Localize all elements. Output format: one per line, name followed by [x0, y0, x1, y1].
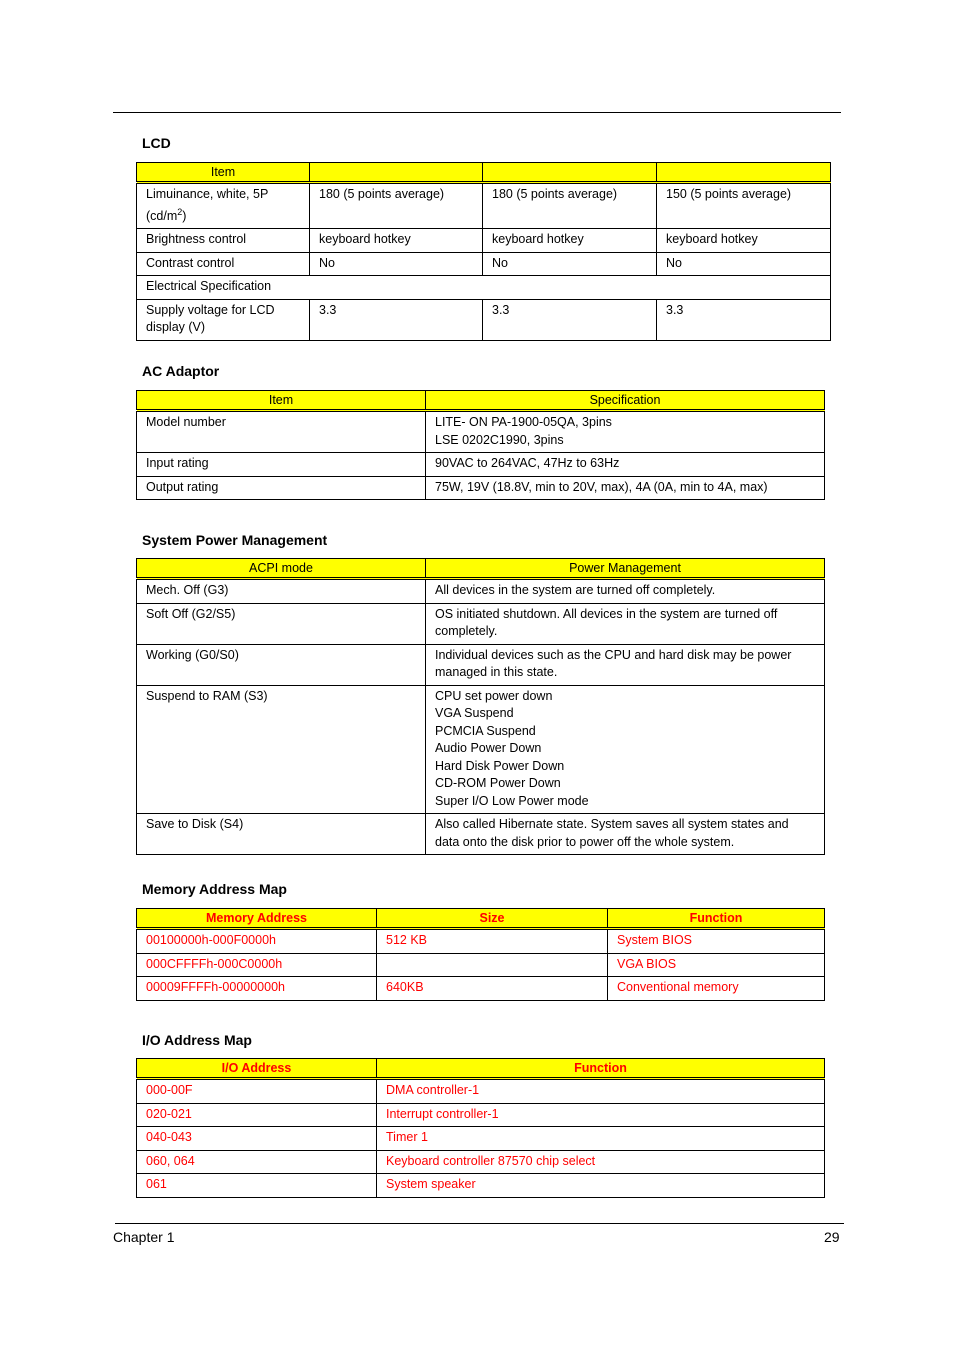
column-header: Memory Address: [137, 909, 377, 929]
table-cell: Supply voltage for LCD display (V): [137, 299, 310, 340]
table-row: [137, 453, 825, 477]
table-cell: System speaker: [377, 1174, 825, 1198]
cell-text: Limuinance, white, 5P: [146, 187, 269, 201]
io-map-table: [136, 1058, 825, 1198]
table-cell: Working (G0/S0): [137, 644, 426, 685]
table-cell: 75W, 19V (18.8V, min to 20V, max), 4A (0A, min to 4A, max): [426, 476, 825, 500]
footer-rule: [115, 1223, 844, 1224]
column-header: Size: [377, 909, 608, 929]
column-header: Function: [377, 1059, 825, 1079]
column-header: Function: [608, 909, 825, 929]
power-management-table: [136, 558, 825, 855]
unit-text: (cd/m: [146, 208, 178, 223]
lcd-title: LCD: [142, 135, 171, 151]
table-cell: 3.3: [657, 299, 831, 340]
cell-line: LITE- ON PA-1900-05QA, 3pins: [435, 415, 612, 429]
table-cell: 000CFFFFh-000C0000h: [137, 953, 377, 977]
ac-adaptor-table: [136, 390, 825, 500]
table-cell: Conventional memory: [608, 977, 825, 1001]
memory-map-title: Memory Address Map: [142, 881, 287, 897]
column-header: [310, 163, 483, 183]
column-header: ACPI mode: [137, 559, 426, 579]
table-cell: 000-00F: [137, 1079, 377, 1104]
table-cell: VGA BIOS: [608, 953, 825, 977]
column-header: Power Management: [426, 559, 825, 579]
lcd-table: [136, 162, 831, 341]
memory-map-table: [136, 908, 825, 1001]
table-row: [137, 644, 825, 685]
table-row: [137, 929, 825, 954]
table-row: [137, 299, 831, 340]
table-header-row: [137, 909, 825, 929]
column-header: Item: [137, 391, 426, 411]
table-cell: Keyboard controller 87570 chip select: [377, 1150, 825, 1174]
table-cell-span: Electrical Specification: [137, 276, 831, 300]
table-row: [137, 411, 825, 453]
table-row: [137, 1079, 825, 1104]
column-header: Item: [137, 163, 310, 183]
table-cell: 040-043: [137, 1127, 377, 1151]
table-cell: Contrast control: [137, 252, 310, 276]
cell-line: CD-ROM Power Down: [435, 776, 561, 790]
table-cell: 061: [137, 1174, 377, 1198]
table-cell: No: [310, 252, 483, 276]
table-cell: Input rating: [137, 453, 426, 477]
column-header: [483, 163, 657, 183]
table-cell: No: [657, 252, 831, 276]
table-cell: [426, 411, 825, 453]
table-cell: Interrupt controller-1: [377, 1103, 825, 1127]
power-management-title: System Power Management: [142, 532, 328, 548]
table-header-row: [137, 1059, 825, 1079]
table-cell: Soft Off (G2/S5): [137, 603, 426, 644]
table-row: [137, 814, 825, 855]
table-cell: No: [483, 252, 657, 276]
table-row: [137, 579, 825, 604]
table-row: [137, 977, 825, 1001]
cell-line: Super I/O Low Power mode: [435, 793, 589, 808]
table-cell: 640KB: [377, 977, 608, 1001]
table-row: [137, 276, 831, 300]
top-rule: [113, 112, 841, 113]
table-row: [137, 476, 825, 500]
table-cell: [426, 685, 825, 814]
table-row: [137, 229, 831, 253]
io-map-title: I/O Address Map: [142, 1032, 252, 1048]
table-cell: keyboard hotkey: [657, 229, 831, 253]
table-cell: [377, 953, 608, 977]
table-cell: 180 (5 points average): [483, 183, 657, 229]
table-row: [137, 252, 831, 276]
table-cell: 3.3: [483, 299, 657, 340]
table-row: [137, 1150, 825, 1174]
table-cell: keyboard hotkey: [310, 229, 483, 253]
table-cell: Suspend to RAM (S3): [137, 685, 426, 814]
table-cell: System BIOS: [608, 929, 825, 954]
table-cell: 020-021: [137, 1103, 377, 1127]
table-row: [137, 1103, 825, 1127]
table-cell: 060, 064: [137, 1150, 377, 1174]
unit-superscript: 2: [177, 206, 183, 217]
table-cell: Mech. Off (G3): [137, 579, 426, 604]
table-cell: All devices in the system are turned off completely.: [426, 579, 825, 604]
column-header: I/O Address: [137, 1059, 377, 1079]
footer-page-number: 29: [824, 1229, 840, 1245]
column-header: [657, 163, 831, 183]
table-cell: DMA controller-1: [377, 1079, 825, 1104]
table-cell: 150 (5 points average): [657, 183, 831, 229]
table-cell: Model number: [137, 411, 426, 453]
cell-line: VGA Suspend: [435, 706, 514, 720]
table-cell: Individual devices such as the CPU and hard disk may be power managed in this state.: [426, 644, 825, 685]
table-cell: 00100000h-000F0000h: [137, 929, 377, 954]
table-cell: OS initiated shutdown. All devices in the system are turned off completely.: [426, 603, 825, 644]
table-header-row: [137, 163, 831, 183]
table-row: [137, 603, 825, 644]
table-cell: [137, 183, 310, 229]
cell-line: CPU set power down: [435, 688, 553, 703]
cell-line: Audio Power Down: [435, 741, 542, 755]
table-row: [137, 953, 825, 977]
table-cell: keyboard hotkey: [483, 229, 657, 253]
cell-line: Hard Disk Power Down: [435, 758, 565, 773]
table-cell: 00009FFFFh-00000000h: [137, 977, 377, 1001]
table-cell: 3.3: [310, 299, 483, 340]
table-header-row: [137, 559, 825, 579]
footer-chapter: Chapter 1: [113, 1229, 175, 1245]
table-cell: 90VAC to 264VAC, 47Hz to 63Hz: [426, 453, 825, 477]
ac-adaptor-title: AC Adaptor: [142, 363, 220, 379]
table-cell: 180 (5 points average): [310, 183, 483, 229]
cell-line: PCMCIA Suspend: [435, 723, 536, 738]
table-cell: Timer 1: [377, 1127, 825, 1151]
cell-line: LSE 0202C1990, 3pins: [435, 432, 564, 447]
table-cell: Save to Disk (S4): [137, 814, 426, 855]
table-row: [137, 685, 825, 814]
table-cell: Brightness control: [137, 229, 310, 253]
column-header: Specification: [426, 391, 825, 411]
table-cell: 512 KB: [377, 929, 608, 954]
table-header-row: [137, 391, 825, 411]
table-cell: Output rating: [137, 476, 426, 500]
table-row: [137, 183, 831, 229]
unit-text-suffix: ): [182, 208, 187, 223]
table-cell: Also called Hibernate state. System saves all system states and data onto the disk prior to power off the whole system.: [426, 814, 825, 855]
table-row: [137, 1174, 825, 1198]
table-row: [137, 1127, 825, 1151]
